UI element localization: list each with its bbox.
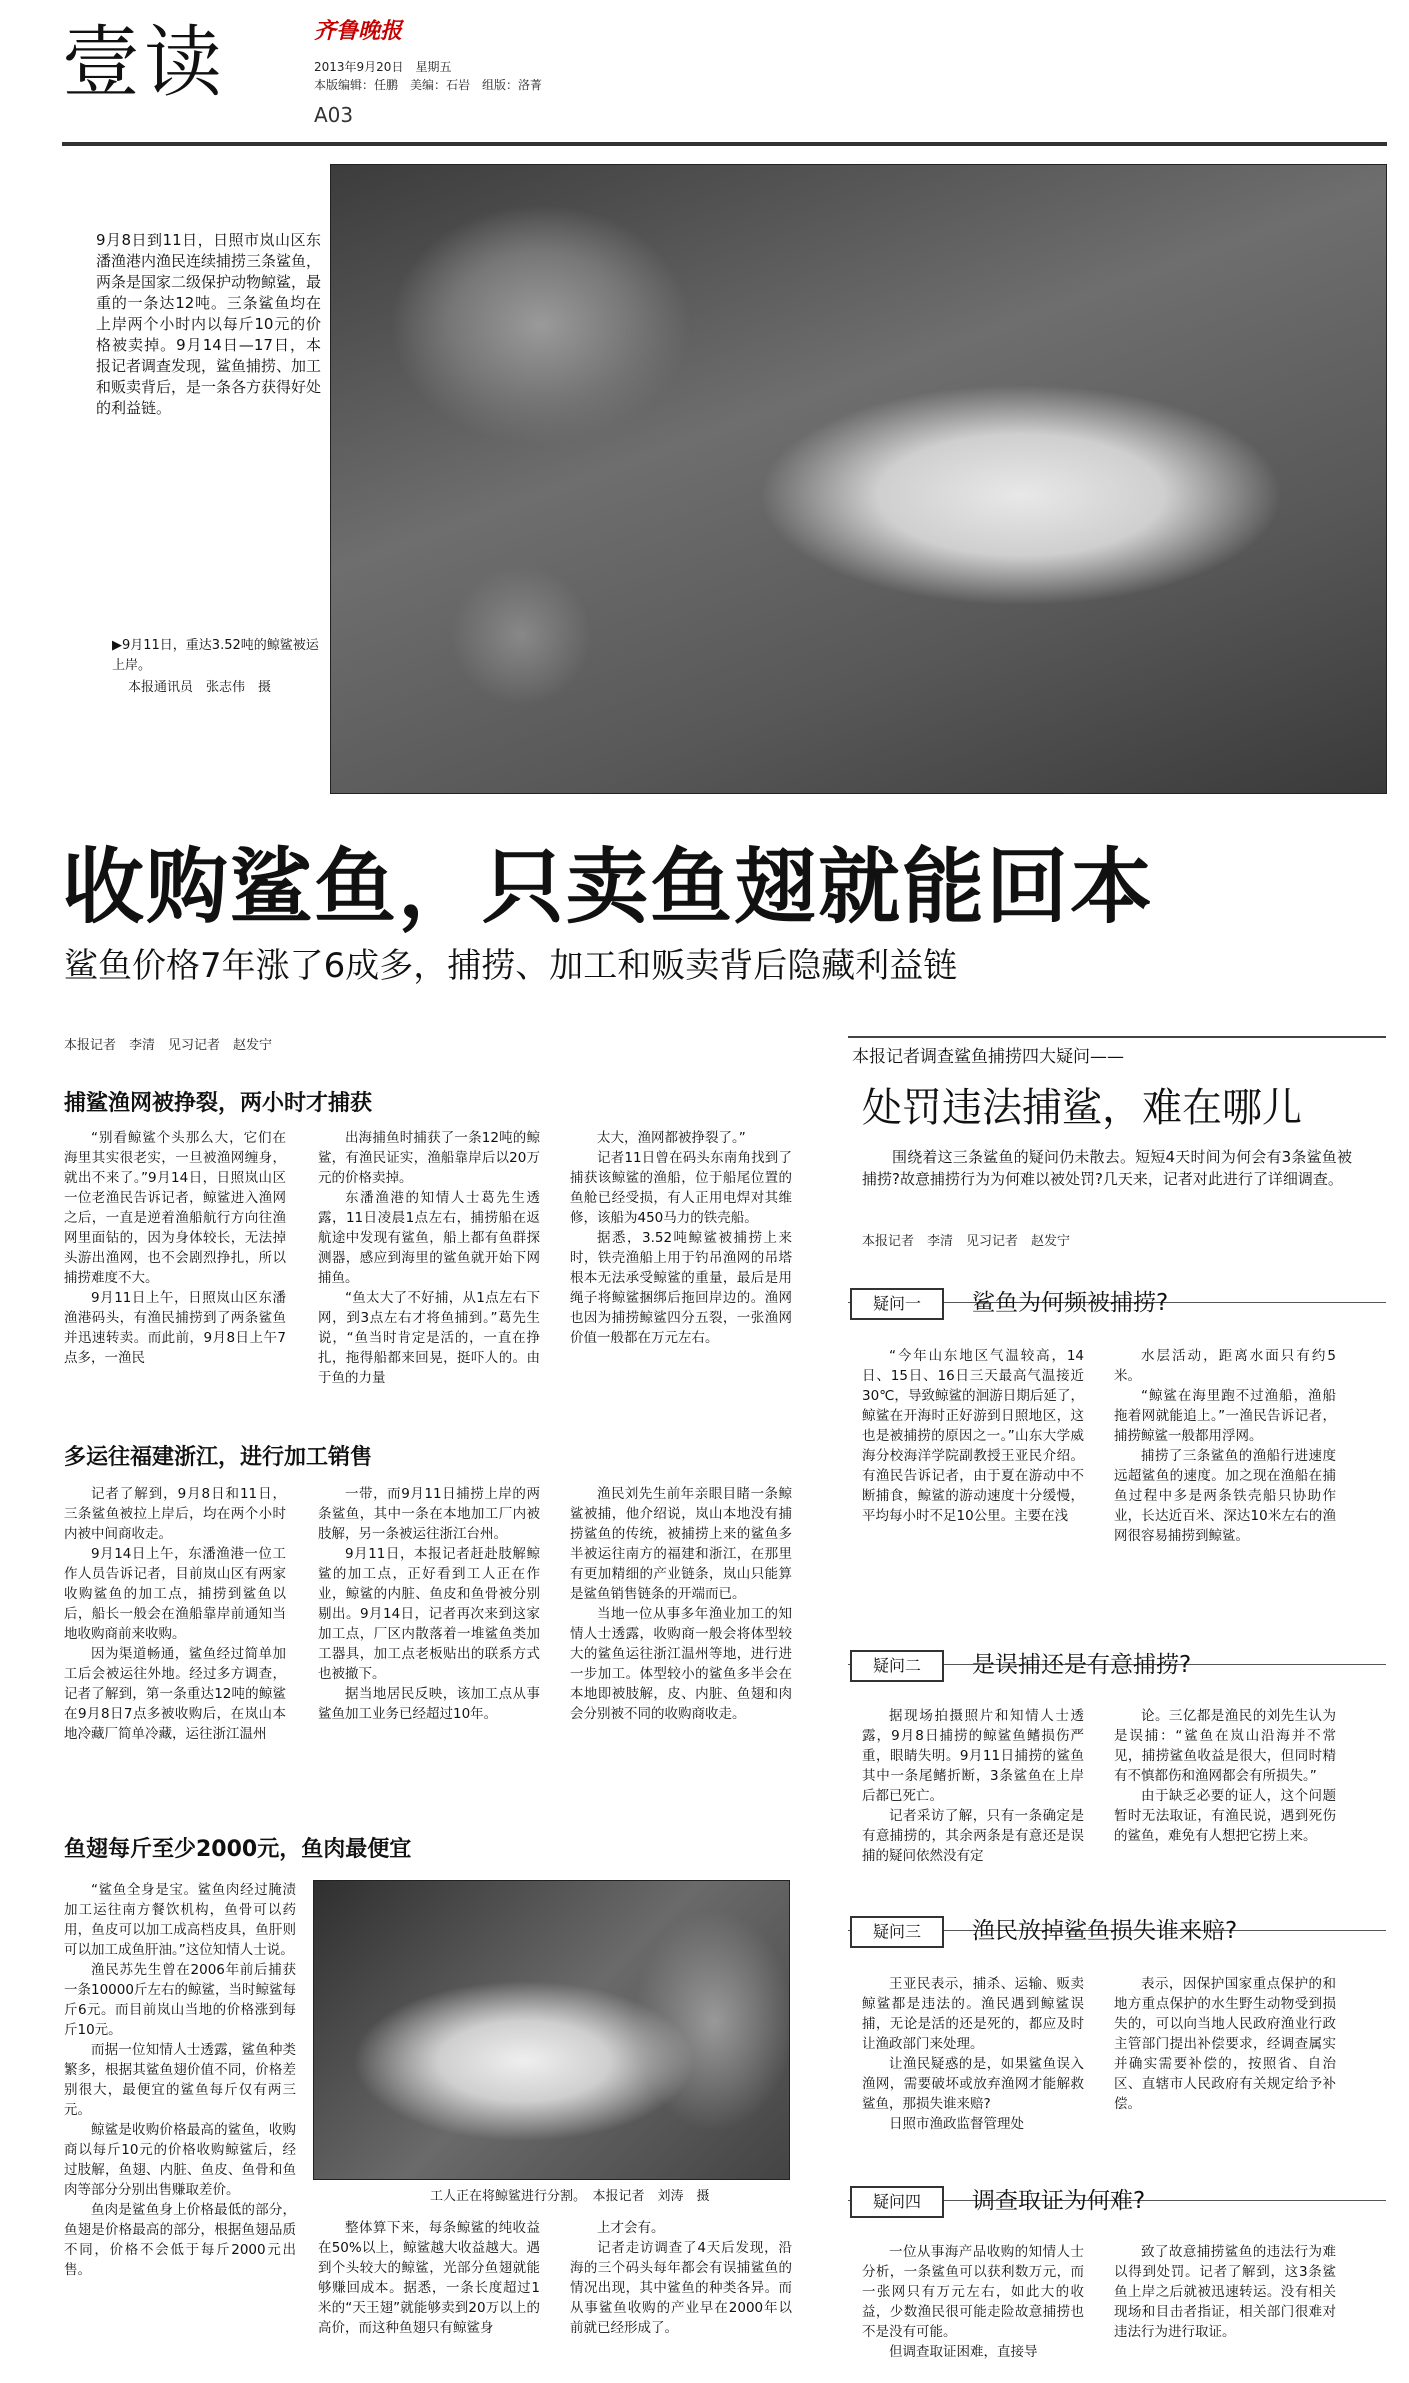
paragraph: 捕捞了三条鲨鱼的渔船行进速度远超鲨鱼的速度。加之现在渔船在捕鱼过程中多是两条铁壳船只协助作业，长达近百米、深达10米左右的渔网很容易捕捞到鲸鲨。 <box>1114 1448 1336 1544</box>
sidebar-title: 处罚违法捕鲨，难在哪儿 <box>862 1085 1302 1131</box>
paragraph: 太大，渔网都被挣裂了。” <box>597 1130 746 1146</box>
editor-credits: 本版编辑：任鹏 美编：石岩 组版：洛菁 <box>314 78 543 92</box>
paragraph: 王亚民表示，捕杀、运输、贩卖鲸鲨都是违法的。渔民遇到鲸鲨误捕，无论是活的还是死的，都应及时让渔政部门来处理。 <box>862 1976 1084 2052</box>
section1-title: 捕鲨渔网被挣裂，两小时才捕获 <box>64 1091 373 1116</box>
paragraph: 当地一位从事多年渔业加工的知情人士透露，收购商一般会将体型较大的鲨鱼运往浙江温州等地，进行进一步加工。体型较小的鲨鱼多半会在本地即被肢解，皮、内脏、鱼翅和肉会分别被不同的收购商收走。 <box>570 1606 792 1722</box>
main-headline: 收购鲨鱼，只卖鱼翅就能回本 <box>62 840 1155 935</box>
section-title: 壹读 <box>62 18 227 108</box>
paragraph: 东潘渔港的知情人士葛先生透露，11日凌晨1点左右，捕捞船在返航途中发现有鲨鱼，船上都有鱼群探测器，感应到海里的鲨鱼就开始下网捕鱼。 <box>318 1190 540 1286</box>
question2-column-2 <box>1114 1706 1336 1886</box>
masthead-divider <box>62 142 1387 146</box>
paragraph: 9月11日，本报记者赶赴肢解鲸鲨的加工点，正好看到工人正在作业，鲸鲨的内脏、鱼皮和鱼骨被分别剔出。9月14日，记者再次来到这家加工点，厂区内散落着一堆鲨鱼类加工器具，加工点老板贴出的联系方式也被撤下。 <box>318 1546 540 1682</box>
paragraph: 一带，而9月11日捕捞上岸的两条鲨鱼，其中一条在本地加工厂内被肢解，另一条被运往浙江台州。 <box>318 1486 540 1542</box>
paragraph: 记者11日曾在码头东南角找到了捕获该鲸鲨的渔船，位于船尾位置的鱼舱已经受损，有人正用电焊对其维修，该船为450马力的铁壳船。 <box>570 1150 792 1226</box>
paragraph: 记者了解到，9月8日和11日，三条鲨鱼被拉上岸后，均在两个小时内被中间商收走。 <box>64 1486 286 1542</box>
question3-title: 渔民放掉鲨鱼损失谁来赔? <box>972 1918 1238 1944</box>
paragraph: “鲨鱼全身是宝。鲨鱼肉经过腌渍加工运往南方餐饮机构，鱼骨可以药用，鱼皮可以加工成高档皮具，鱼肝则可以加工成鱼肝油。”这位知情人士说。 <box>64 1882 296 1958</box>
paragraph: 围绕着这三条鲨鱼的疑问仍未散去。短短4天时间为何会有3条鲨鱼被捕捞?故意捕捞行为为何难以被处罚?几天来，记者对此进行了详细调查。 <box>862 1148 1352 1188</box>
paragraph: 记者走访调查了4天后发现，沿海的三个码头每年都会有误捕鲨鱼的情况出现，其中鲨鱼的种类各异。而从事鲨鱼收购的产业早在2000年以前就已经形成了。 <box>570 2240 792 2336</box>
paragraph: 一位从事海产品收购的知情人士分析，一条鲨鱼可以获利数万元，而一张网只有万元左右，如此大的收益，少数渔民很可能走险故意捕捞也不是没有可能。 <box>862 2244 1084 2340</box>
paragraph: 整体算下来，每条鲸鲨的纯收益在50%以上，鲸鲨越大收益越大。遇到个头较大的鲸鲨，光部分鱼翅就能够赚回成本。据悉，一条长度超过1米的“天王翅”就能够卖到20万以上的高价，而这种鱼翅只有鲸鲨身 <box>318 2220 540 2336</box>
paragraph: 让渔民疑惑的是，如果鲨鱼误入渔网，需要破坏或放弃渔网才能解救鲨鱼，那损失谁来赔? <box>862 2056 1084 2112</box>
lead-intro: 9月8日到11日，日照市岚山区东潘渔港内渔民连续捕捞三条鲨鱼，两条是国家二级保护动物鲸鲨，最重的一条达12吨。三条鲨鱼均在上岸两个小时内以每斤10元的价格被卖掉。9月14日—17日，本报记者调查发现，鲨鱼捕捞、加工和贩卖背后，是一条各方获得好处的利益链。 <box>96 231 322 417</box>
question2-label: 疑问二 <box>850 1650 944 1682</box>
main-byline: 本报记者 李清 见习记者 赵发宁 <box>64 1038 273 1053</box>
paragraph: 水层活动，距离水面只有约5米。 <box>1114 1348 1336 1384</box>
whale-shark-landing-photo <box>330 164 1387 794</box>
paragraph: “鲸鲨在海里跑不过渔船，渔船拖着网就能追上。”一渔民告诉记者，捕捞鲸鲨一般都用浮网。 <box>1114 1388 1336 1444</box>
paragraph: 但调查取证困难，直接导 <box>889 2344 1038 2360</box>
sub-headline: 鲨鱼价格7年涨了6成多，捕捞、加工和贩卖背后隐藏利益链 <box>64 946 958 986</box>
question3-label: 疑问三 <box>850 1916 944 1948</box>
paragraph: 表示，因保护国家重点保护的和地方重点保护的水生野生动物受到损失的，可以向当地人民政府渔业行政主管部门提出补偿要求，经调查属实并确实需要补偿的，按照省、自治区、直辖市人民政府有关规定给予补偿。 <box>1114 1976 1336 2112</box>
section3-column-3 <box>570 2218 792 2378</box>
question4-column-2 <box>1114 2242 1336 2378</box>
paragraph: 上才会有。 <box>597 2220 665 2236</box>
paragraph: 据当地居民反映，该加工点从事鲨鱼加工业务已经超过10年。 <box>318 1686 540 1722</box>
paragraph: 9月11日上午，日照岚山区东潘渔港码头，有渔民捕捞到了两条鲨鱼并迅速转卖。而此前，9月8日上午7点多，一渔民 <box>64 1290 286 1366</box>
question2-title: 是误捕还是有意捕捞? <box>972 1652 1192 1678</box>
paragraph: 出海捕鱼时捕获了一条12吨的鲸鲨，有渔民证实，渔船靠岸后以20万元的价格卖掉。 <box>318 1130 540 1186</box>
sidebar-byline: 本报记者 李清 见习记者 赵发宁 <box>862 1234 1071 1249</box>
section3-column-2 <box>318 2218 540 2378</box>
shark-cutting-photo-caption: 工人正在将鲸鲨进行分割。 本报记者 刘涛 摄 <box>430 2189 710 2204</box>
paragraph: 由于缺乏必要的证人，这个问题暂时无法取证，有渔民说，遇到死伤的鲨鱼，难免有人想把它捞上来。 <box>1114 1788 1336 1844</box>
section1-column-3 <box>570 1128 792 1348</box>
section2-column-2 <box>318 1484 540 1804</box>
question1-column-2 <box>1114 1346 1336 1546</box>
lead-photo-caption-text: ▶9月11日，重达3.52吨的鲸鲨被运上岸。 <box>112 638 319 673</box>
paragraph: 据现场拍摄照片和知情人士透露，9月8日捕捞的鲸鲨鱼鳍损伤严重，眼睛失明。9月11日捕捞的鲨鱼其中一条尾鳍折断，3条鲨鱼在上岸后都已死亡。 <box>862 1708 1084 1804</box>
section3-column-1 <box>64 1880 296 2370</box>
page-number: A03 <box>314 103 354 127</box>
section2-title: 多运往福建浙江，进行加工销售 <box>64 1445 373 1470</box>
paragraph: 论。三亿都是渔民的刘先生认为是误捕：“鲨鱼在岚山沿海并不常见，捕捞鲨鱼收益是很大，但同时精有不慎都伤和渔网都会有所损失。” <box>1114 1708 1336 1784</box>
paragraph: 鱼肉是鲨鱼身上价格最低的部分，鱼翅是价格最高的部分，根据鱼翅品质不同，价格不会低于每斤2000元出售。 <box>64 2202 296 2278</box>
sidebar-divider <box>848 1036 1386 1038</box>
issue-date: 2013年9月20日 星期五 <box>314 60 452 74</box>
question4-title: 调查取证为何难? <box>972 2188 1146 2214</box>
question1-label: 疑问一 <box>850 1288 944 1320</box>
paragraph: 日照市渔政监督管理处 <box>889 2116 1024 2132</box>
paragraph: 而据一位知情人士透露，鲨鱼种类繁多，根据其鲨鱼翅价值不同，价格差别很大，最便宜的鲨鱼每斤仅有两三元。 <box>64 2042 296 2118</box>
question1-column-1 <box>862 1346 1084 1546</box>
question3-column-2 <box>1114 1974 1336 2154</box>
question1-title: 鲨鱼为何频被捕捞? <box>972 1290 1169 1316</box>
question2-column-1 <box>862 1706 1084 1886</box>
paragraph: 渔民苏先生曾在2006年前后捕获一条10000斤左右的鲸鲨，当时鲸鲨每斤6元。而目前岚山当地的价格涨到每斤10元。 <box>64 1962 296 2038</box>
paragraph: “今年山东地区气温较高，14日、15日、16日三天最高气温接近30℃，导致鲸鲨的洄游日期后延了，鲸鲨在开海时正好游到日照地区，这也是被捕捞的原因之一。”山东大学威海分校海洋学院副教授王亚民介绍。有渔民告诉记者，由于夏在游动中不断捕食，鲸鲨的游动速度十分缓慢，平均每小时不足10公里。主要在浅 <box>862 1348 1084 1524</box>
newspaper-logo: 齐鲁晚报 <box>314 18 403 44</box>
paragraph: 渔民刘先生前年亲眼目睹一条鲸鲨被捕，他介绍说，岚山本地没有捕捞鲨鱼的传统，被捕捞上来的鲨鱼多半被运往南方的福建和浙江，在那里有更加精细的产业链条，岚山只能算是鲨鱼销售链条的开端而已。 <box>570 1486 792 1602</box>
paragraph: 记者采访了解，只有一条确定是有意捕捞的，其余两条是有意还是误捕的疑问依然没有定 <box>862 1808 1084 1864</box>
section2-column-3 <box>570 1484 792 1804</box>
paragraph: 鲸鲨是收购价格最高的鲨鱼，收购商以每斤10元的价格收购鲸鲨后，经过肢解，鱼翅、内脏、鱼皮、鱼骨和鱼肉等部分分别出售赚取差价。 <box>64 2122 296 2198</box>
paragraph: “鱼太大了不好捕，从1点左右下网，到3点左右才将鱼捕到。”葛先生说，“鱼当时肯定是活的，一直在挣扎，拖得船都来回晃，挺吓人的。由于鱼的力量 <box>318 1290 540 1386</box>
question4-column-1 <box>862 2242 1084 2378</box>
shark-cutting-photo <box>313 1880 790 2180</box>
paragraph: 致了故意捕捞鲨鱼的违法行为难以得到处罚。记者了解到，这3条鲨鱼上岸之后就被迅速转运。没有相关现场和目击者指证，相关部门很难对违法行为进行取证。 <box>1114 2244 1336 2340</box>
paragraph: 据悉，3.52吨鲸鲨被捕捞上来时，铁壳渔船上用于钓吊渔网的吊塔根本无法承受鲸鲨的重量，最后是用绳子将鲸鲨捆绑后拖回岸边的。渔网也因为捕捞鲸鲨四分五裂，一张渔网价值一般都在万元左右。 <box>570 1230 792 1346</box>
section2-column-1 <box>64 1484 286 1804</box>
question3-column-1 <box>862 1974 1084 2154</box>
question4-label: 疑问四 <box>850 2186 944 2218</box>
paragraph: “别看鲸鲨个头那么大，它们在海里其实很老实，一旦被渔网缠身，就出不来了。”9月14日，日照岚山区一位老渔民告诉记者，鲸鲨进入渔网之后，一直是逆着渔船航行方向往渔网里面钻的，因为身体较长，无法掉头游出渔网，也不会剧烈挣扎，所以捕捞难度不大。 <box>64 1130 286 1286</box>
section1-column-2 <box>318 1128 540 1386</box>
section1-column-1 <box>64 1128 286 1366</box>
sidebar-kicker: 本报记者调查鲨鱼捕捞四大疑问—— <box>852 1047 1124 1067</box>
paragraph: 9月14日上午，东潘渔港一位工作人员告诉记者，目前岚山区有两家收购鲨鱼的加工点，捕捞到鲨鱼以后，船长一般会在渔船靠岸前通知当地收购商前来收购。 <box>64 1546 286 1642</box>
sidebar-intro <box>862 1146 1352 1212</box>
paragraph: 因为渠道畅通，鲨鱼经过简单加工后会被运往外地。经过多方调查，记者了解到，第一条重达12吨的鲸鲨在9月8日7点多被收购后，在岚山本地冷藏厂简单冷藏，运往浙江温州 <box>64 1646 286 1742</box>
section3-title: 鱼翅每斤至少2000元，鱼肉最便宜 <box>64 1837 412 1862</box>
lead-photo-caption <box>112 636 322 698</box>
lead-photo-credit: 本报通讯员 张志伟 摄 <box>128 680 272 695</box>
